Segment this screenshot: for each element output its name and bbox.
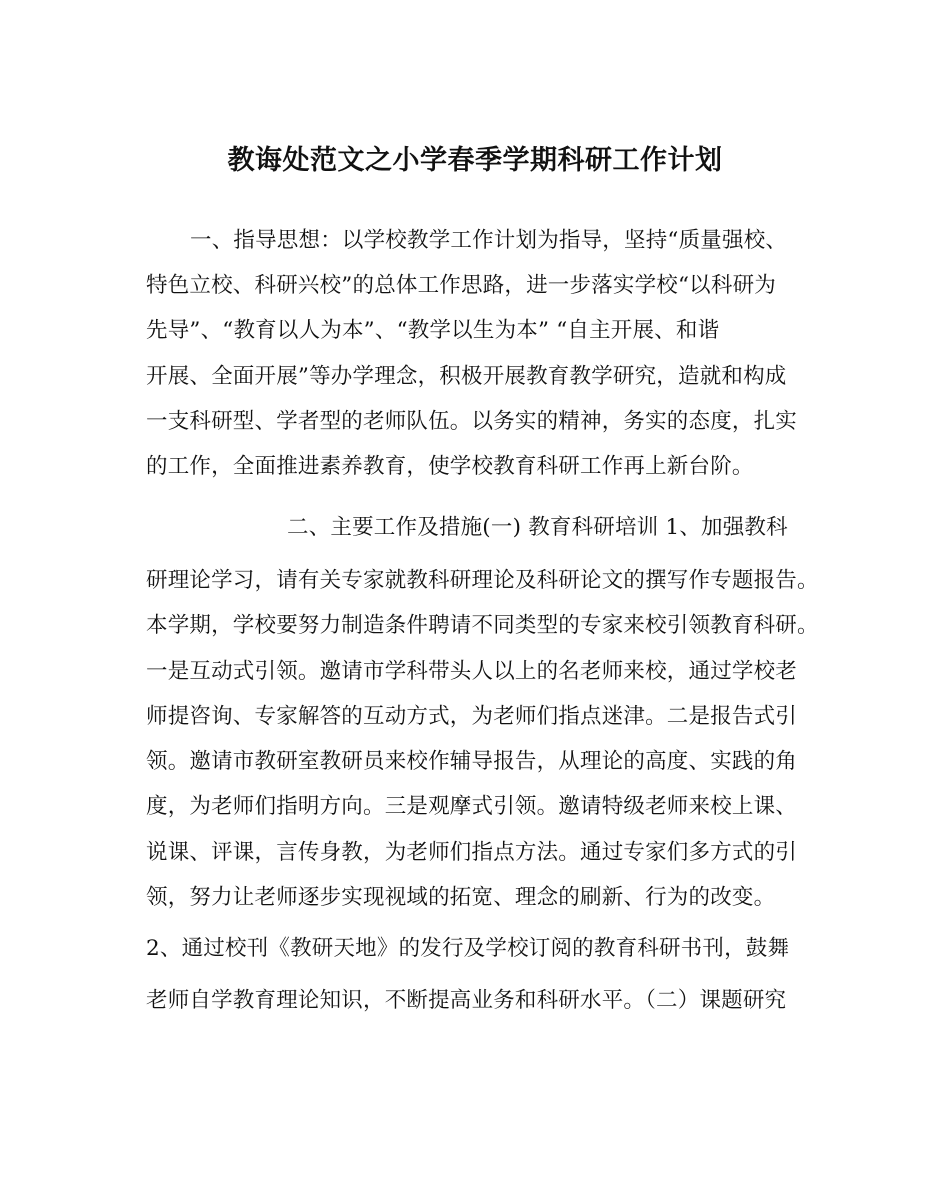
- paragraph-line: 老师自学教育理论知识，不断提高业务和科研水平。（二）课题研究: [146, 988, 787, 1013]
- paragraph-line: 2、通过校刊《教研天地》的发行及学校订阅的教育科研书刊，鼓舞: [146, 936, 790, 961]
- paragraph-line: 度，为老师们指明方向。三是观摩式引领。邀请特级老师来校上课、: [146, 794, 798, 819]
- paragraph-line: 研理论学习，请有关专家就教科研理论及科研论文的撰写作专题报告。: [146, 568, 819, 593]
- paragraph-line: 一是互动式引领。邀请市学科带头人以上的名老师来校，通过学校老: [146, 659, 798, 684]
- document-title: 教诲处范文之小学春季学期科研工作计划: [227, 145, 723, 176]
- paragraph-line: 本学期，学校要努力制造条件聘请不同类型的专家来校引领教育科研。: [146, 613, 819, 638]
- paragraph-line: 的工作，全面推进素养教育，使学校教育科研工作再上新台阶。: [146, 454, 754, 479]
- paragraph-line: 特色立校、科研兴校”的总体工作思路，进一步落实学校“以科研为: [146, 273, 776, 298]
- paragraph-line: 二、主要工作及措施(一) 教育科研培训 1、加强教科: [287, 515, 788, 540]
- paragraph-line: 说课、评课，言传身教，为老师们指点方法。通过专家们多方式的引: [146, 840, 798, 865]
- paragraph-line: 开展、全面开展”等办学理念，积极开展教育教学研究，造就和构成: [146, 364, 787, 389]
- paragraph-line: 师提咨询、专家解答的互动方式，为老师们指点迷津。二是报告式引: [146, 704, 798, 729]
- paragraph-line: 领，努力让老师逐步实现视域的拓宽、理念的刷新、行为的改变。: [146, 885, 776, 910]
- paragraph-line: 先导”、“教育以人为本”、“教学以生为本” “自主开展、和谐: [146, 318, 720, 343]
- paragraph-line: 领。邀请市教研室教研员来校作辅导报告，从理论的高度、实践的角: [146, 749, 798, 774]
- paragraph-line: 一、指导思想：以学校教学工作计划为指导，坚持“质量强校、: [190, 228, 788, 253]
- paragraph-line: 一支科研型、学者型的老师队伍。以务实的精神，务实的态度，扎实: [146, 409, 798, 434]
